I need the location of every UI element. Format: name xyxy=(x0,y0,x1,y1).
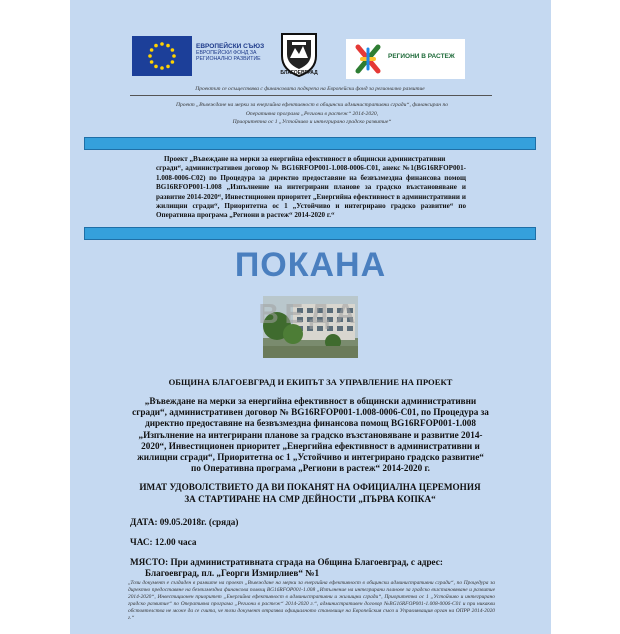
event-time: ЧАС: 12.00 часа xyxy=(130,537,197,547)
photo-watermark-text: ВЕДА xyxy=(258,298,362,329)
project-header xyxy=(132,101,492,127)
logo-band xyxy=(70,26,551,84)
project-header-line-3: Приоритетна ос 1 „Устойчиво и интегрирано градско развитие“ xyxy=(232,119,392,125)
invitation-text xyxy=(110,481,510,505)
regions-in-growth-logo xyxy=(346,39,465,79)
disclaimer-footnote: „Този документ е създаден в рамките на проект „Въвеждане на мерки за енергийна ефективност в общински административни сгради“, по Процедура за директно предоставяне на безвъзмездна финансова помощ BG16RFOP001-1.008 „Изпълнение на интегрирани планове за градско възстановяване и развитие 2014-2020“, Инвестиционен приоритет „Енергийна ефективност в административни и жилищни сгради“, Приоритетна ос 1 „Устойчиво и интегрирано градско развитие“ по Оперативна програма „Региони в растеж“ 2014-2020 г.“, административен договор №BG16RFOP001-1.008-0006-C01 и при никакви обстоятелства не може да се счита, че този документ отразява официалното становище на Европейския съюз и Управляващия орган на ОПРР 2014-2020 г.“ xyxy=(128,580,495,621)
eu-flag-icon xyxy=(132,36,192,76)
project-description xyxy=(156,155,466,221)
invitation-line-2: ЗА СТАРТИРАНЕ НА СМР ДЕЙНОСТИ „ПЪРВА КОПКА“ xyxy=(184,494,436,504)
fund-line: Проектът се осъществява с финансовата подкрепа на Европейски фонд за регионално развитие xyxy=(195,86,425,92)
project-header-line-2: Оперативна програма „Региони в растеж“ 2014-2020, xyxy=(245,110,379,117)
page-title: ПОКАНА xyxy=(234,246,387,284)
event-place-line-2: Благоевград, пл. „Георги Измирлиев“ №1 xyxy=(145,568,320,578)
project-subject: „Въвеждане на мерки за енергийна ефективност в общински административни сгради“, административен договор № BG16RFOP001-1.008-0006-C01, по Процедура за директно предоставяне на безвъзмездна финансова помощ BG16RFOP001-1.008 „Изпълнение на интегрирани планове за градско възстановяване и развитие 2014-2020“, Инвестиционен приоритет „Енергийна ефективност в административни и жилищни сгради“, Приоритетна ос 1 „Устойчиво и интегрирано градско развитие“ по Оперативна програма „Региони в растеж“ 2014-2020 г. xyxy=(132,396,489,474)
eu-line-2: ЕВРОПЕЙСКИ ФОНД ЗА xyxy=(196,50,257,56)
invitation-line-1: ИМАТ УДОВОЛСТВИЕТО ДА ВИ ПОКАНЯТ НА ОФИЦИАЛНА ЦЕРЕМОНИЯ xyxy=(139,482,481,492)
event-place xyxy=(130,557,510,579)
project-header-line-1: Проект „Въвеждане на мерки за енергийна ефективност в общински административни сгради“, финансиран по xyxy=(175,102,449,108)
project-description-rest: сгради“, административен договор № BG16RFOP001-1.008-0006-C01, анекс №1(BG16RFOP001-1.008-0006-C02) по Процедура за директно предоставяне на безвъзмездна финансова помощ BG16RFOP001-1.008 „Изпълнение на интегрирани планове за градско възстановяване и развитие 2014-2020“, Инвестиционен приоритет „Енергийна ефективност в административни и жилищни сгради“, Приоритетна ос 1 „Устойчиво и интегрирано градско развитие“ по Оперативна програма „Региони в растеж“ 2014-2020 г.“ xyxy=(156,164,466,220)
programme-label: РЕГИОНИ В РАСТЕЖ xyxy=(388,53,455,60)
eu-line-3: РЕГИОНАЛНО РАЗВИТИЕ xyxy=(196,56,261,62)
regions-x-mark-icon xyxy=(352,43,384,75)
bottom-divider-bar xyxy=(84,227,536,240)
eu-fund-label xyxy=(196,44,266,62)
invitation-page xyxy=(70,0,551,634)
event-place-line-1: МЯСТО: При административната сграда на Община Благоевград, с адрес: xyxy=(130,557,443,567)
project-description-line-1: Проект „Въвеждане на мерки за енергийна ефективност в общински административни xyxy=(164,155,446,163)
header-rule xyxy=(130,95,492,96)
organizer-line: ОБЩИНА БЛАГОЕВГРАД И ЕКИПЪТ ЗА УПРАВЛЕНИЕ НА ПРОЕКТ xyxy=(168,377,453,387)
top-divider-bar xyxy=(84,137,536,150)
eu-line-1: ЕВРОПЕЙСКИ СЪЮЗ xyxy=(196,43,265,50)
event-date: ДАТА: 09.05.2018г. (сряда) xyxy=(130,517,239,527)
municipality-label: БЛАГОЕВГРАД xyxy=(280,70,318,76)
